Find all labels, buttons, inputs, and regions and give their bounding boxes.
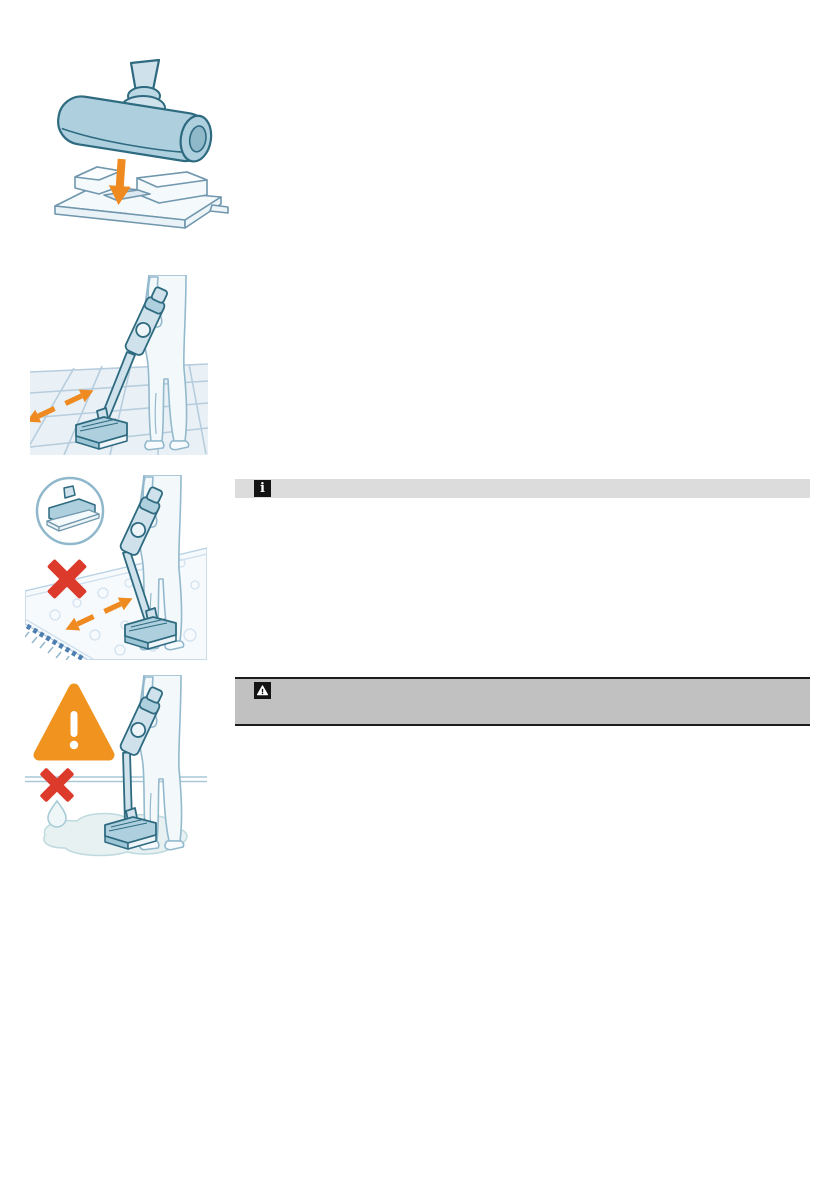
red-cross-icon [39, 767, 74, 802]
warning-notice-bar [235, 677, 810, 726]
mop-head-inset [37, 478, 103, 544]
illustration-attach-mop-plate [40, 55, 230, 240]
info-notice-bar [235, 479, 810, 498]
figure-do-not-use-on-carpet [25, 475, 207, 660]
warning-triangle-icon [254, 682, 271, 699]
illustration-no-carpet [25, 475, 207, 660]
warning-triangle-icon [39, 689, 109, 755]
illustration-mop-hard-floor [30, 275, 208, 455]
brush-head [55, 60, 215, 165]
info-icon: i [254, 480, 271, 497]
figure-do-not-pick-up-liquids [25, 675, 207, 857]
water-drop-icon [48, 801, 66, 827]
figure-mop-hard-floor [30, 275, 208, 455]
figure-attach-mop-plate [40, 55, 230, 240]
illustration-no-liquids [25, 675, 207, 857]
mop-plate [55, 167, 228, 228]
